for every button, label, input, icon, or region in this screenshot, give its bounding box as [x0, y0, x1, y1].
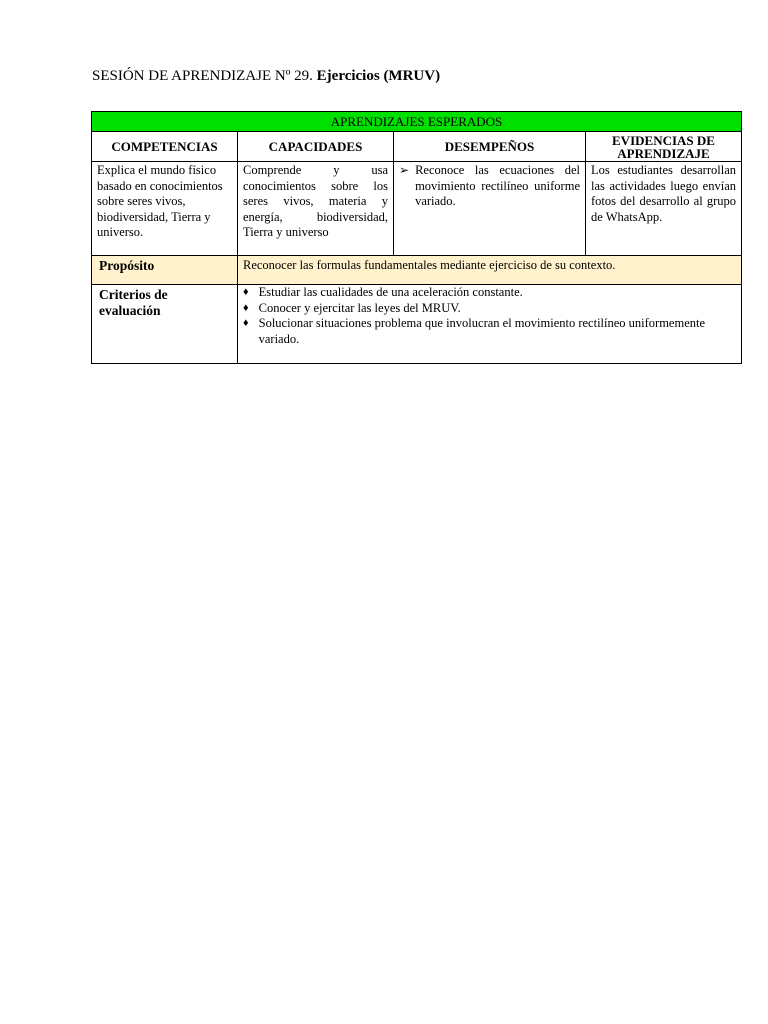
- list-item: [243, 301, 736, 317]
- desempeno-text: Reconoce las ecuaciones del movimiento rectilíneo uniforme variado.: [415, 163, 580, 208]
- criteria-list: [243, 285, 736, 347]
- criteria-item-text: Solucionar situaciones problema que involucran el movimiento rectilíneo uniformemente variado.: [258, 316, 706, 346]
- session-title: [92, 68, 440, 85]
- learning-table: [91, 111, 742, 364]
- criteria-cell: [238, 285, 742, 364]
- purpose-label: Propósito: [92, 256, 238, 285]
- diamond-bullet-icon: ♦: [243, 317, 249, 329]
- criteria-item-text: Estudiar las cualidades de una aceleración constante.: [258, 285, 523, 299]
- diamond-bullet-icon: ♦: [243, 286, 249, 298]
- criteria-label: Criterios de evaluación: [92, 285, 238, 364]
- header-competencias: COMPETENCIAS: [92, 132, 238, 162]
- header-desempenos: DESEMPEÑOS: [394, 132, 586, 162]
- cell-competencias: Explica el mundo físico basado en conocimientos sobre seres vivos, biodiversidad, Tierra y universo.: [92, 162, 238, 256]
- list-item: [243, 316, 736, 347]
- header-evidencias: EVIDENCIAS DE APRENDIZAJE: [586, 132, 742, 162]
- criteria-item-text: Conocer y ejercitar las leyes del MRUV.: [258, 300, 461, 315]
- table-banner: APRENDIZAJES ESPERADOS: [92, 112, 742, 132]
- arrow-bullet-icon: ➢: [399, 163, 410, 177]
- cell-capacidades: Comprende y usa conocimientos sobre los seres vivos, materia y energía, biodiversidad, Tierra y universo: [238, 162, 394, 256]
- session-title-prefix: SESIÓN DE APRENDIZAJE Nº 29.: [92, 68, 313, 84]
- session-title-topic: Ejercicios (MRUV): [316, 68, 441, 84]
- list-item: [243, 285, 736, 301]
- cell-desempenos: [394, 162, 586, 256]
- cell-evidencias: Los estudiantes desarrollan las actividades luego envían fotos del desarrollo al grupo de WhatsApp.: [586, 162, 742, 256]
- purpose-text: Reconocer las formulas fundamentales mediante ejerciciso de su contexto.: [238, 256, 742, 285]
- header-capacidades: CAPACIDADES: [238, 132, 394, 162]
- diamond-bullet-icon: ♦: [243, 301, 249, 314]
